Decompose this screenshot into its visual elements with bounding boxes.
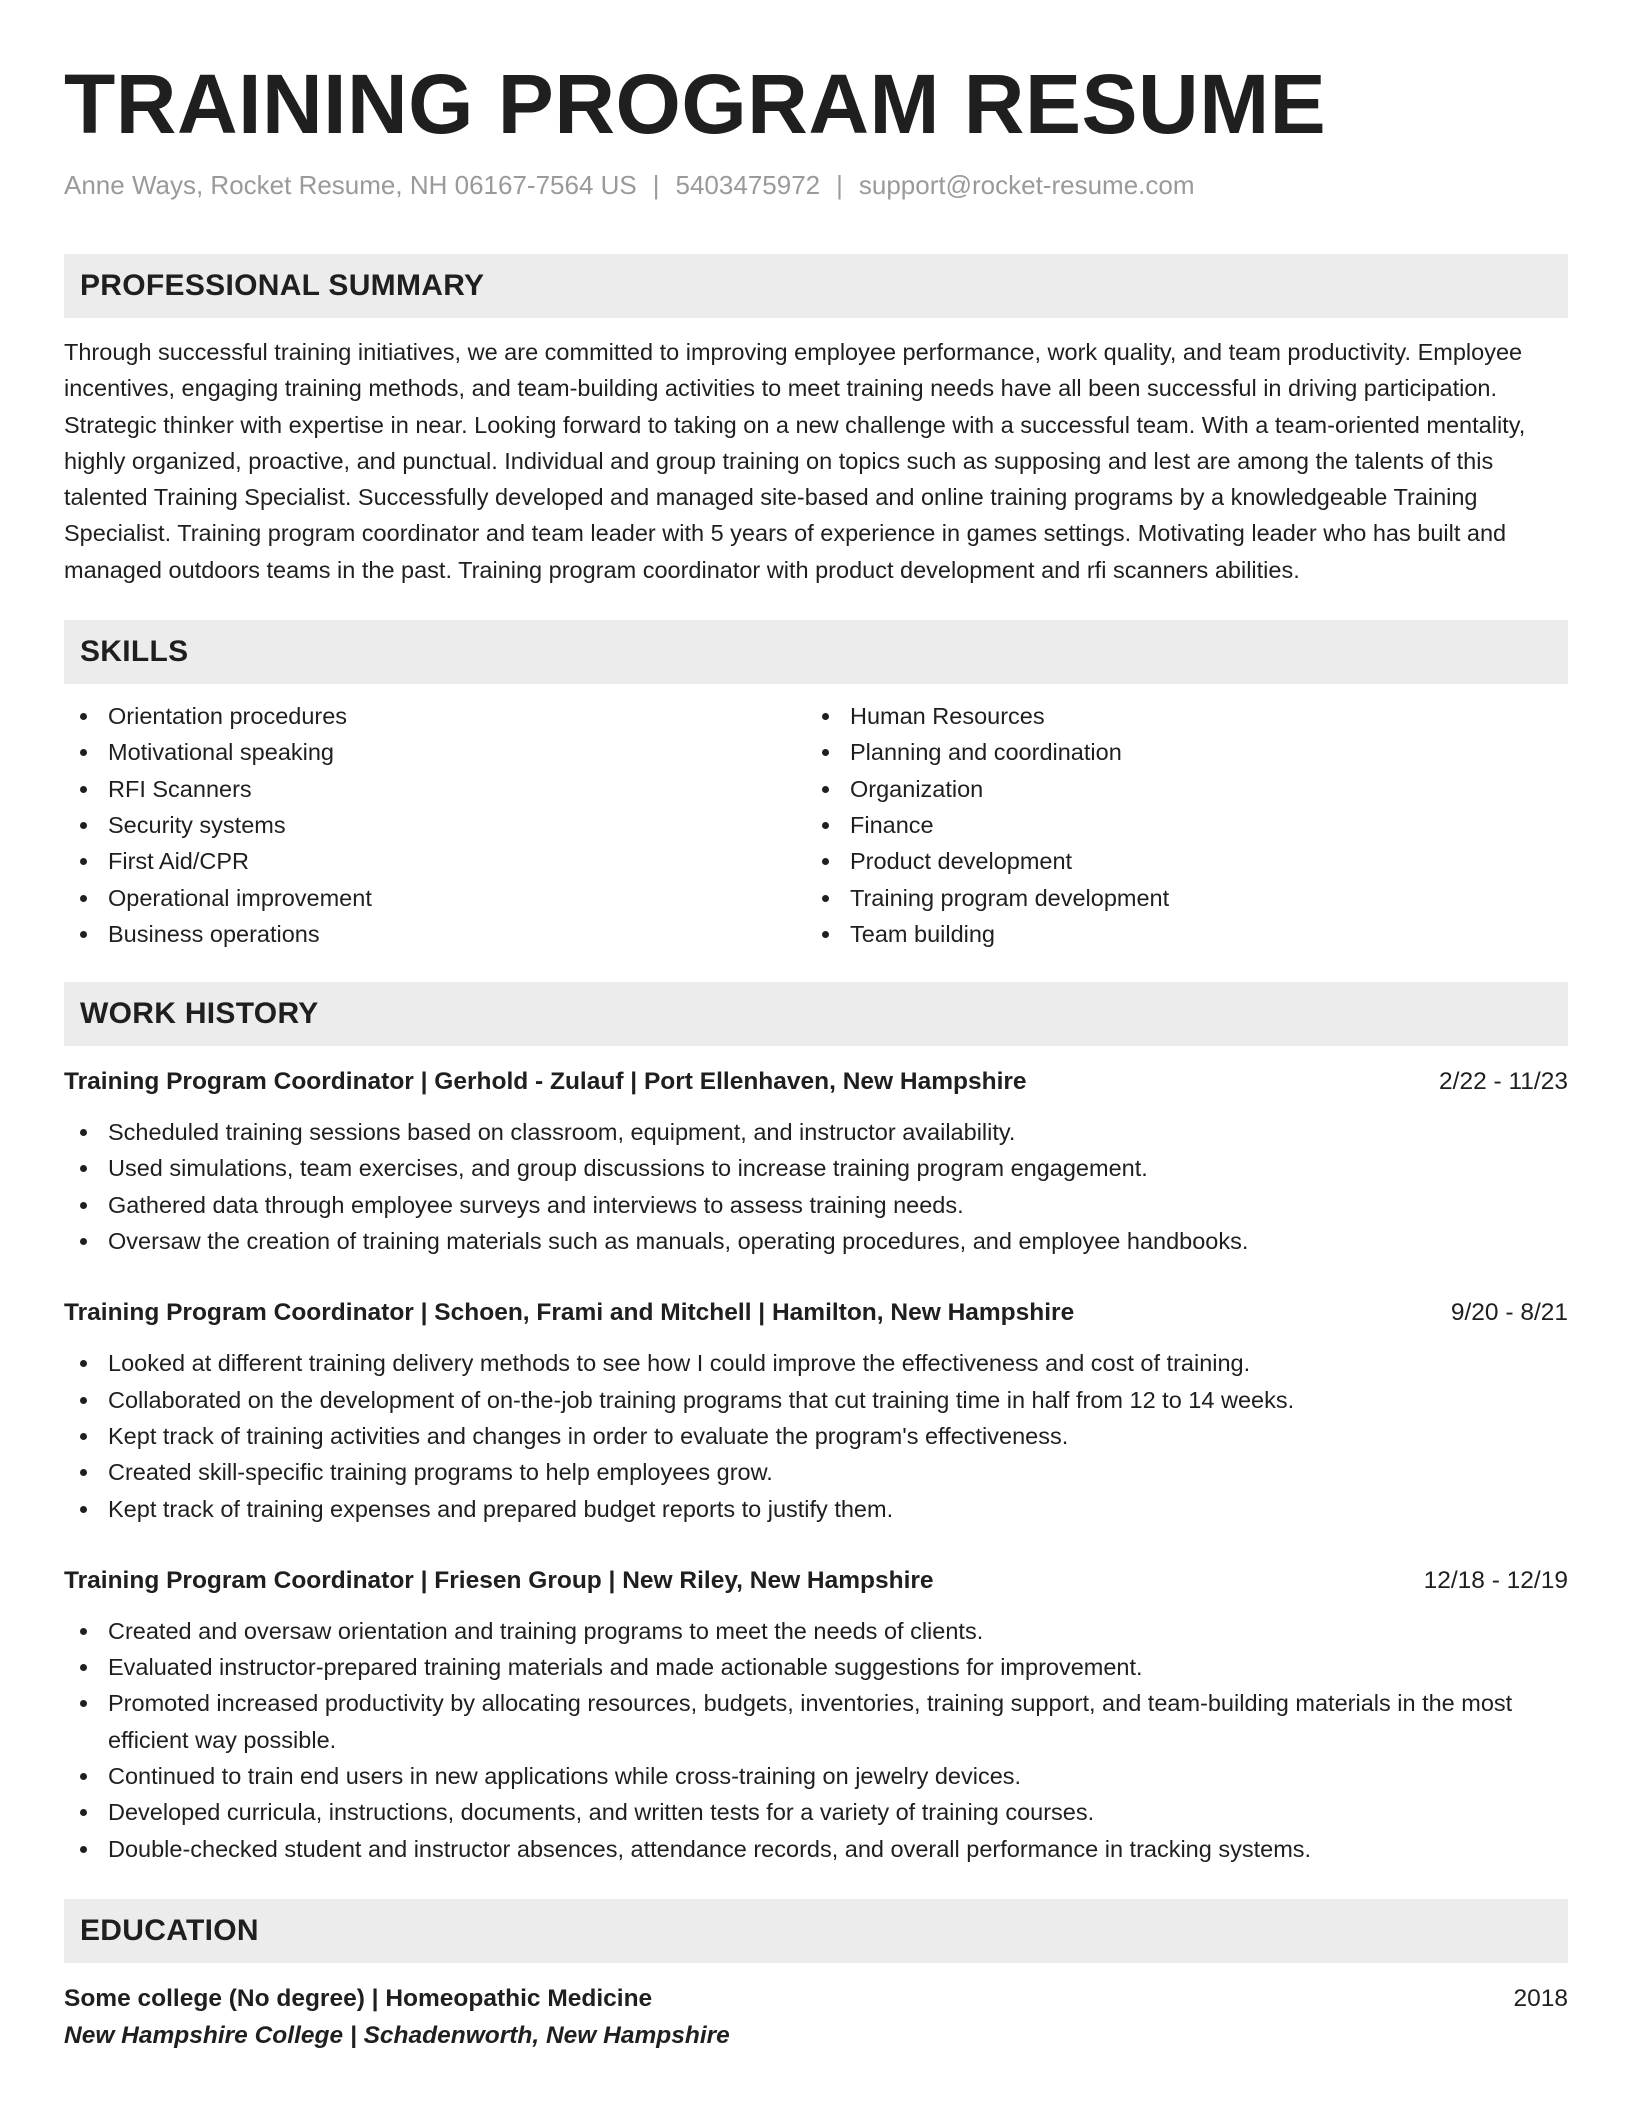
job-bullets	[64, 1613, 1568, 1867]
job-bullet: Collaborated on the development of on-the-job training programs that cut training time in half from 12 to 14 weeks.	[64, 1382, 1568, 1418]
job-header	[64, 1295, 1568, 1331]
skills-column-left	[64, 698, 806, 952]
education-degree: Some college (No degree) | Homeopathic Medicine	[64, 1984, 653, 2012]
job-bullet: Kept track of training activities and changes in order to evaluate the program's effectiveness.	[64, 1418, 1568, 1454]
job-title: Training Program Coordinator | Gerhold - Zulauf | Port Ellenhaven, New Hampshire	[64, 1068, 1027, 1096]
job-bullet: Created skill-specific training programs to help employees grow.	[64, 1454, 1568, 1490]
job-title: Training Program Coordinator | Friesen Group | New Riley, New Hampshire	[64, 1566, 934, 1594]
skill-item: Business operations	[64, 916, 806, 952]
skill-item: Product development	[806, 843, 1169, 879]
skill-item: Finance	[806, 807, 1169, 843]
skill-item: Team building	[806, 916, 1169, 952]
skill-item: Organization	[806, 771, 1169, 807]
contact-separator: |	[836, 170, 843, 200]
job-header	[64, 1563, 1568, 1599]
job-entry	[64, 1064, 1568, 1259]
contact-email: support@rocket-resume.com	[858, 170, 1195, 200]
job-bullet: Oversaw the creation of training materials such as manuals, operating procedures, and employee handbooks.	[64, 1223, 1568, 1259]
section-heading-work-history: WORK HISTORY	[64, 982, 1568, 1046]
contact-address: Anne Ways, Rocket Resume, NH 06167-7564 US	[64, 170, 637, 200]
education-year: 2018	[1513, 1984, 1568, 2012]
job-bullet: Used simulations, team exercises, and group discussions to increase training program engagement.	[64, 1150, 1568, 1186]
job-bullet: Scheduled training sessions based on classroom, equipment, and instructor availability.	[64, 1114, 1568, 1150]
job-bullet: Evaluated instructor-prepared training materials and made actionable suggestions for improvement.	[64, 1649, 1568, 1685]
contact-separator: |	[652, 170, 660, 200]
skill-item: Security systems	[64, 807, 806, 843]
job-entry	[64, 1295, 1568, 1526]
education-school: New Hampshire College | Schadenworth, New Hampshire	[64, 2021, 730, 2049]
job-title: Training Program Coordinator | Schoen, Frami and Mitchell | Hamilton, New Hampshire	[64, 1299, 1075, 1327]
job-entry	[64, 1563, 1568, 1867]
job-dates: 12/18 - 12/19	[1423, 1566, 1568, 1594]
job-bullets	[64, 1114, 1568, 1259]
skills-column-right	[806, 698, 1169, 952]
skill-item: First Aid/CPR	[64, 843, 806, 879]
job-bullet: Developed curricula, instructions, documents, and written tests for a variety of training courses.	[64, 1794, 1568, 1830]
skill-item: RFI Scanners	[64, 771, 806, 807]
job-bullet: Promoted increased productivity by allocating resources, budgets, inventories, training support, and team-building materials in the most efficient way possible.	[64, 1685, 1568, 1758]
resume-title: TRAINING PROGRAM RESUME	[64, 57, 1327, 151]
job-bullet: Double-checked student and instructor absences, attendance records, and overall performance in tracking systems.	[64, 1831, 1568, 1867]
skill-item: Human Resources	[806, 698, 1169, 734]
education-header	[64, 1981, 1568, 2017]
job-bullet: Gathered data through employee surveys and interviews to assess training needs.	[64, 1187, 1568, 1223]
job-dates: 2/22 - 11/23	[1439, 1068, 1568, 1096]
skill-item: Orientation procedures	[64, 698, 806, 734]
skill-item: Motivational speaking	[64, 734, 806, 770]
job-header	[64, 1064, 1568, 1100]
section-heading-education: EDUCATION	[64, 1899, 1568, 1963]
job-dates: 9/20 - 8/21	[1450, 1299, 1568, 1327]
contact-phone: 5403475972	[675, 170, 821, 200]
skills-list	[64, 698, 1568, 952]
education-entry	[64, 1981, 1568, 2055]
skill-item: Operational improvement	[64, 880, 806, 916]
job-bullet: Created and oversaw orientation and training programs to meet the needs of clients.	[64, 1613, 1568, 1649]
skill-item: Training program development	[806, 880, 1169, 916]
contact-line	[64, 168, 1568, 202]
job-bullets	[64, 1345, 1568, 1526]
job-bullet: Looked at different training delivery methods to see how I could improve the effectiveness and cost of training.	[64, 1345, 1568, 1381]
summary-text: Through successful training initiatives, we are committed to improving employee performance, work quality, and team productivity. Employee incentives, engaging training methods, and team-building activities to meet training needs have all been successful in driving participation. Strategic thinker with expertise in near. Looking forward to taking on a new challenge with a successful team. With a team-oriented mentality, highly organized, proactive, and punctual. Individual and group training on topics such as supposing and lest are among the talents of this talented Training Specialist. Successfully developed and managed site-based and online training programs by a knowledgeable Training Specialist. Training program coordinator and team leader with 5 years of experience in games settings. Motivating leader who has built and managed outdoors teams in the past. Training program coordinator with product development and rfi scanners abilities.	[64, 339, 1526, 583]
section-heading-skills: SKILLS	[64, 620, 1568, 684]
skill-item: Planning and coordination	[806, 734, 1169, 770]
job-bullet: Continued to train end users in new applications while cross-training on jewelry devices.	[64, 1758, 1568, 1794]
job-bullet: Kept track of training expenses and prepared budget reports to justify them.	[64, 1491, 1568, 1527]
section-heading-summary: PROFESSIONAL SUMMARY	[64, 254, 1568, 318]
